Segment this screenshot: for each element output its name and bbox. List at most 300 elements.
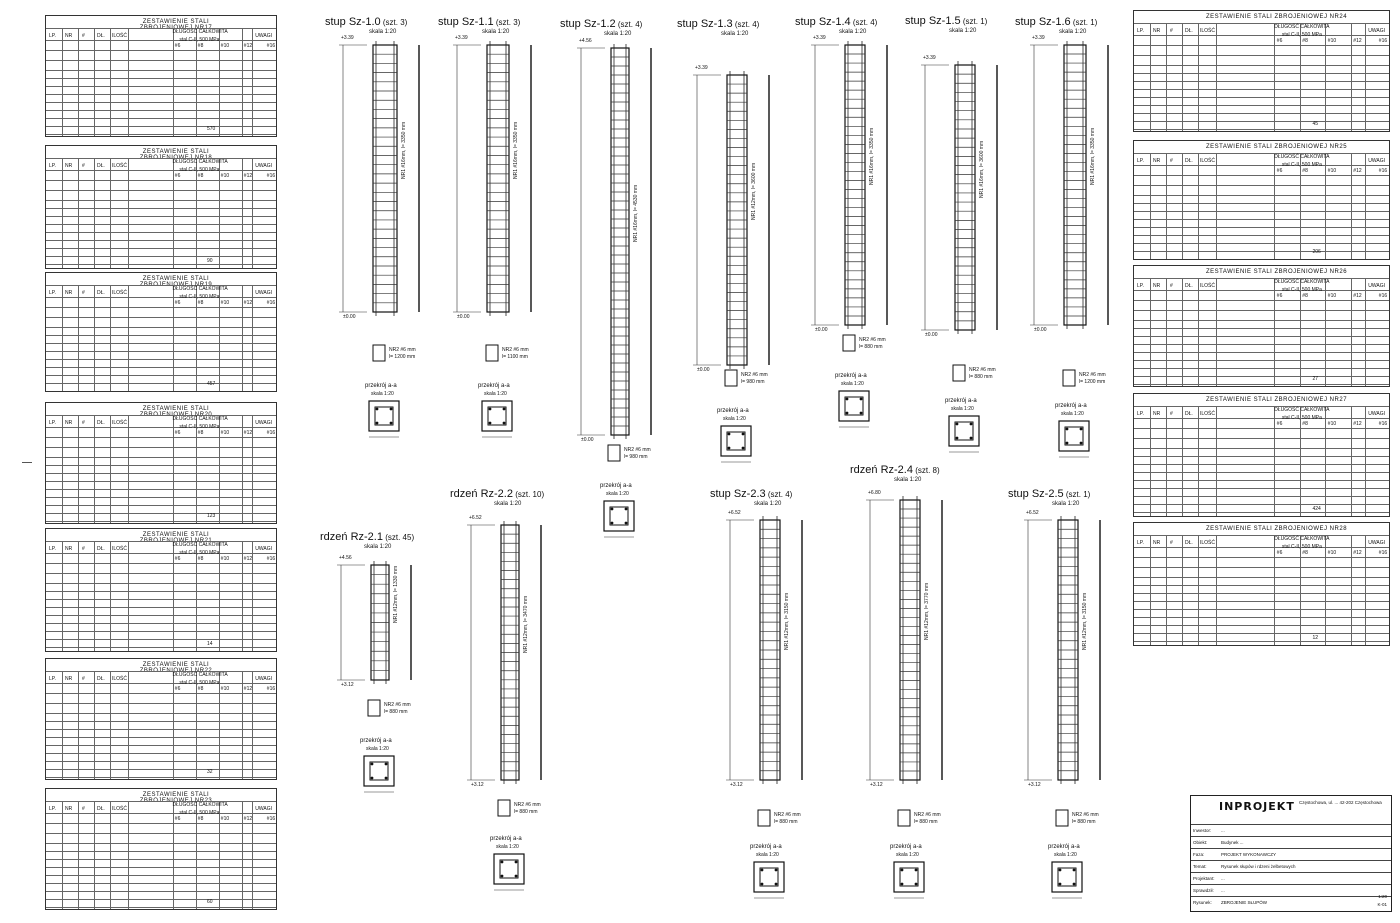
stirrup-label: NR2 #6 mm <box>859 337 886 343</box>
diameter-cell: #12 <box>1353 550 1362 556</box>
header-cell: NR <box>1153 283 1161 289</box>
diameter-cell: #6 <box>174 686 181 692</box>
stirrup-length: l= 980 mm <box>741 379 765 385</box>
section-bar <box>761 869 764 872</box>
steel-grade: stal C-II, 500 MPa <box>1281 287 1322 293</box>
header-cell: # <box>82 163 85 169</box>
level-top: +6.52 <box>469 515 482 521</box>
element-quantity: (szt. 4) <box>732 20 760 29</box>
schedule-title: ZESTAWIENIE STALI ZBROJENIOWEJ NR25 <box>1205 144 1348 150</box>
bar-label: NR1 #16mm, l= 3350 mm <box>401 121 407 179</box>
stirrup-length: l= 880 mm <box>514 809 538 815</box>
diameter-cell: #12 <box>243 430 253 436</box>
title-block-value: ... <box>1221 888 1225 893</box>
section-bar <box>1059 869 1062 872</box>
header-cell: LP. <box>49 420 56 426</box>
element-quantity: (szt. 3) <box>380 18 408 27</box>
total-mass: 14 <box>207 641 213 647</box>
stirrup-length: l= 880 mm <box>1072 819 1096 825</box>
section-bar <box>742 447 745 450</box>
header-cell: LP. <box>1137 411 1144 417</box>
header-cell: ILOŚĆ <box>1200 158 1216 164</box>
weight-label: UWAGI <box>255 290 272 296</box>
total-mass: 424 <box>1312 506 1321 512</box>
steel-grade: stal C-II, 500 MPa <box>179 294 220 300</box>
element-quantity: (szt. 10) <box>512 490 545 499</box>
element-title: rdzeń Rz-2.1 (szt. 45) <box>320 531 415 543</box>
section-outline <box>604 501 634 531</box>
header-cell: ILOŚĆ <box>1200 411 1216 417</box>
weight-label: UWAGI <box>1368 28 1385 34</box>
section-bar <box>501 861 504 864</box>
diameter-cell: #6 <box>1276 421 1283 427</box>
title-block-label: Obiekt: <box>1193 840 1208 845</box>
diameter-cell: #12 <box>243 816 253 822</box>
section-outline <box>1059 421 1089 451</box>
level-top: +4.56 <box>579 38 592 44</box>
title-block <box>1190 795 1392 912</box>
element-title: stup Sz-2.5 (szt. 1) <box>1008 488 1091 500</box>
total-mass: 27 <box>1312 376 1319 382</box>
header-cell: # <box>82 806 85 812</box>
stirrup-shape <box>725 370 737 386</box>
element-scale: skala 1:20 <box>604 31 632 37</box>
header-cell: LP. <box>49 546 56 552</box>
header-cell: DŁUGOŚĆ CAŁKOWITA <box>172 29 228 35</box>
bar-label: NR1 #16mm, l= 3350 mm <box>1090 127 1096 185</box>
section-bar <box>775 869 778 872</box>
weight-label: UWAGI <box>255 676 272 682</box>
header-cell: NR <box>1153 158 1161 164</box>
header-cell: # <box>82 33 85 39</box>
section-title: przekrój a-a <box>478 383 510 389</box>
header-cell: DŁUGOŚĆ CAŁKOWITA <box>172 542 228 548</box>
element-quantity: (szt. 8) <box>912 466 940 475</box>
diameter-cell: #8 <box>1302 293 1308 299</box>
section-bar <box>956 437 959 440</box>
diameter-cell: #12 <box>1353 421 1362 427</box>
title-block-scale: 1:20 <box>1378 894 1387 899</box>
stirrup-shape <box>953 365 965 381</box>
weight-label: UWAGI <box>255 420 272 426</box>
diameter-cell: #16 <box>1378 293 1388 299</box>
section-title: przekrój a-a <box>490 836 522 842</box>
steel-grade: stal C-II, 500 MPa <box>1281 32 1322 38</box>
header-cell: DŁ. <box>97 420 105 426</box>
diameter-cell: #12 <box>243 686 253 692</box>
stirrup-shape <box>368 700 380 716</box>
header-cell: LP. <box>49 806 56 812</box>
title-block-label: Sprawdził: <box>1193 888 1214 893</box>
title-block-value: PROJEKT WYKONAWCZY <box>1221 852 1277 857</box>
level-bottom: ±0.00 <box>815 327 828 333</box>
section-scale: skala 1:20 <box>951 406 974 412</box>
column-outline <box>373 45 397 312</box>
section-bar <box>489 422 492 425</box>
element-quantity: (szt. 1) <box>960 17 988 26</box>
diameter-cell: #8 <box>197 43 204 49</box>
level-bottom: +3.12 <box>870 782 883 788</box>
level-top: +6.52 <box>1026 510 1039 516</box>
header-cell: NR <box>65 676 73 682</box>
diameter-cell: #16 <box>266 430 276 436</box>
steel-grade: stal C-II, 500 MPa <box>179 424 220 430</box>
total-mass: 123 <box>207 513 216 519</box>
element-quantity: (szt. 4) <box>850 18 878 27</box>
section-title: przekrój a-a <box>1055 403 1087 409</box>
bar-label: NR1 #12mm, l= 3150 mm <box>1082 592 1088 650</box>
header-cell: ILOŚĆ <box>112 33 128 39</box>
section-bar <box>846 398 849 401</box>
level-top: +6.52 <box>728 510 741 516</box>
diameter-cell: #10 <box>1327 38 1337 44</box>
stirrup-length: l= 1100 mm <box>502 354 528 360</box>
stirrup-label: NR2 #6 mm <box>502 347 529 353</box>
section-bar <box>901 869 904 872</box>
header-cell: NR <box>65 546 73 552</box>
header-cell: DŁ. <box>97 806 105 812</box>
header-cell: NR <box>65 806 73 812</box>
stirrup-label: NR2 #6 mm <box>914 812 941 818</box>
weight-label: UWAGI <box>1368 411 1385 417</box>
section-scale: skala 1:20 <box>371 391 394 397</box>
weight-label: UWAGI <box>1368 283 1385 289</box>
company-logo: INPROJEKT <box>1219 800 1295 813</box>
bar-label: NR1 #16mm, l= 4530 mm <box>633 184 639 242</box>
diameter-cell: #8 <box>197 816 204 822</box>
header-cell: ILOŚĆ <box>112 676 128 682</box>
header-cell: LP. <box>49 676 56 682</box>
section-bar <box>503 408 506 411</box>
title-block-value: Budynek ... <box>1221 840 1244 845</box>
bar-label: NR1 #12mm, l= 3150 mm <box>784 592 790 650</box>
header-cell: ILOŚĆ <box>1200 28 1216 34</box>
section-bar <box>1080 428 1083 431</box>
diameter-cell: #6 <box>174 556 181 562</box>
title-block-value: ... <box>1221 876 1225 881</box>
diameter-cell: #8 <box>197 300 204 306</box>
header-cell: # <box>82 420 85 426</box>
weight-label: UWAGI <box>1368 158 1385 164</box>
section-title: przekrój a-a <box>835 373 867 379</box>
header-cell: LP. <box>49 290 56 296</box>
stirrup-length: l= 1200 mm <box>1079 379 1106 385</box>
diameter-cell: #8 <box>1302 38 1308 44</box>
header-cell: DŁUGOŚĆ CAŁKOWITA <box>1274 24 1330 30</box>
section-bar <box>515 875 518 878</box>
diameter-cell: #16 <box>1378 38 1388 44</box>
level-top: +6.80 <box>868 490 881 496</box>
header-cell: NR <box>65 33 73 39</box>
schedule-title: ZESTAWIENIE STALI ZBROJENIOWEJ NR24 <box>1205 14 1348 20</box>
section-bar <box>728 447 731 450</box>
diameter-cell: #6 <box>1276 168 1283 174</box>
header-cell: LP. <box>1137 28 1144 34</box>
header-cell: NR <box>1153 540 1161 546</box>
section-bar <box>915 869 918 872</box>
section-outline <box>494 854 524 884</box>
weight-label: UWAGI <box>255 546 272 552</box>
header-cell: # <box>1170 283 1173 289</box>
weight-label: UWAGI <box>255 806 272 812</box>
total-mass: 206 <box>1312 249 1321 255</box>
bar-label: NR1 #12mm, l= 3470 mm <box>523 595 529 653</box>
diameter-cell: #10 <box>1327 421 1337 427</box>
diameter-cell: #10 <box>1327 293 1337 299</box>
section-title: przekrój a-a <box>890 844 922 850</box>
section-bar <box>385 777 388 780</box>
schedule-title: ZESTAWIENIE STALI <box>142 532 210 538</box>
section-scale: skala 1:20 <box>756 852 779 858</box>
diameter-cell: #12 <box>1353 293 1362 299</box>
level-top: +3.39 <box>341 35 354 41</box>
level-bottom: ±0.00 <box>457 314 470 320</box>
section-outline <box>839 391 869 421</box>
diameter-cell: #16 <box>266 173 276 179</box>
title-block-label: Inwestor: <box>1193 828 1212 833</box>
level-bottom: ±0.00 <box>1034 327 1047 333</box>
diameter-cell: #8 <box>197 173 204 179</box>
section-bar <box>611 508 614 511</box>
section-bar <box>501 875 504 878</box>
header-cell: LP. <box>49 163 56 169</box>
diameter-cell: #6 <box>174 43 181 49</box>
total-mass: 45 <box>1312 121 1319 127</box>
header-cell: DŁ. <box>97 33 105 39</box>
schedule-title: ZESTAWIENIE STALI ZBROJENIOWEJ NR27 <box>1205 397 1348 403</box>
header-cell: # <box>82 290 85 296</box>
element-title: stup Sz-1.1 (szt. 3) <box>438 16 521 28</box>
diameter-cell: #10 <box>1327 550 1337 556</box>
schedule-title: ZESTAWIENIE STALI <box>142 662 210 668</box>
stirrup-length: l= 880 mm <box>384 709 408 715</box>
header-cell: NR <box>1153 28 1161 34</box>
diameter-cell: #12 <box>1353 168 1362 174</box>
element-title: stup Sz-1.2 (szt. 4) <box>560 18 643 30</box>
level-bottom: ±0.00 <box>343 314 356 320</box>
section-title: przekrój a-a <box>1048 844 1080 850</box>
stirrup-length: l= 1200 mm <box>389 354 416 360</box>
level-top: +3.39 <box>455 35 468 41</box>
section-title: przekrój a-a <box>600 483 632 489</box>
section-bar <box>1080 442 1083 445</box>
diameter-cell: #8 <box>197 686 204 692</box>
element-quantity: (szt. 4) <box>615 20 643 29</box>
header-cell: NR <box>65 290 73 296</box>
stirrup-label: NR2 #6 mm <box>384 702 411 708</box>
title-block-label: Rysunek: <box>1193 900 1212 905</box>
section-bar <box>728 433 731 436</box>
stirrup-shape <box>898 810 910 826</box>
header-cell: ILOŚĆ <box>112 546 128 552</box>
header-cell: ILOŚĆ <box>112 806 128 812</box>
element-scale: skala 1:20 <box>1059 29 1087 35</box>
section-bar <box>860 412 863 415</box>
diameter-cell: #8 <box>1302 550 1308 556</box>
section-bar <box>371 763 374 766</box>
level-bottom: +3.12 <box>341 682 354 688</box>
header-cell: DŁUGOŚĆ CAŁKOWITA <box>1274 154 1330 160</box>
element-quantity: (szt. 1) <box>1070 18 1098 27</box>
header-cell: DŁUGOŚĆ CAŁKOWITA <box>1274 536 1330 542</box>
section-bar <box>742 433 745 436</box>
stirrup-length: l= 880 mm <box>859 344 883 350</box>
stirrup-label: NR2 #6 mm <box>1072 812 1099 818</box>
steel-grade: stal C-II, 500 MPa <box>179 680 220 686</box>
section-outline <box>949 416 979 446</box>
stirrup-label: NR2 #6 mm <box>624 447 651 453</box>
section-outline <box>369 401 399 431</box>
section-bar <box>371 777 374 780</box>
stirrup-shape <box>373 345 385 361</box>
diameter-cell: #16 <box>1378 550 1388 556</box>
element-title: stup Sz-1.5 (szt. 1) <box>905 15 988 27</box>
element-title: stup Sz-1.4 (szt. 4) <box>795 16 878 28</box>
title-block-row <box>1191 896 1391 909</box>
level-bottom: ±0.00 <box>697 367 710 373</box>
header-cell: LP. <box>1137 158 1144 164</box>
total-mass: 12 <box>1312 635 1319 641</box>
element-quantity: (szt. 3) <box>493 18 521 27</box>
schedule-title: ZESTAWIENIE STALI ZBROJENIOWEJ NR28 <box>1205 526 1348 532</box>
stirrup-shape <box>486 345 498 361</box>
section-outline <box>364 756 394 786</box>
section-bar <box>611 522 614 525</box>
bar-label: NR1 #12mm, l= 3770 mm <box>924 582 930 640</box>
section-bar <box>385 763 388 766</box>
diameter-cell: #10 <box>1327 168 1337 174</box>
diameter-cell: #16 <box>266 556 276 562</box>
header-cell: DŁUGOŚĆ CAŁKOWITA <box>1274 407 1330 413</box>
header-cell: DŁUGOŚĆ CAŁKOWITA <box>172 672 228 678</box>
header-cell: LP. <box>49 33 56 39</box>
section-bar <box>761 883 764 886</box>
level-top: +3.39 <box>813 35 826 41</box>
header-cell: # <box>82 546 85 552</box>
steel-grade: stal C-II, 500 MPa <box>179 37 220 43</box>
section-bar <box>775 883 778 886</box>
section-title: przekrój a-a <box>945 398 977 404</box>
stirrup-label: NR2 #6 mm <box>389 347 416 353</box>
section-title: przekrój a-a <box>717 408 749 414</box>
header-cell: ILOŚĆ <box>1200 540 1216 546</box>
stirrup-label: NR2 #6 mm <box>774 812 801 818</box>
element-scale: skala 1:20 <box>482 29 510 35</box>
header-cell: DŁ. <box>1185 540 1193 546</box>
header-cell: # <box>1170 411 1173 417</box>
level-bottom: ±0.00 <box>925 332 938 338</box>
section-scale: skala 1:20 <box>896 852 919 858</box>
section-bar <box>625 522 628 525</box>
diameter-cell: #16 <box>266 816 276 822</box>
total-mass: 60 <box>207 899 213 905</box>
stirrup-shape <box>498 800 510 816</box>
section-bar <box>1066 442 1069 445</box>
diameter-cell: #16 <box>266 300 276 306</box>
section-bar <box>390 422 393 425</box>
header-cell: # <box>1170 540 1173 546</box>
section-bar <box>860 398 863 401</box>
bar-label: NR1 #16mm, l= 3600 mm <box>979 140 985 198</box>
diameter-cell: #10 <box>220 686 230 692</box>
element-quantity: (szt. 1) <box>1063 490 1091 499</box>
stirrup-label: NR2 #6 mm <box>741 372 768 378</box>
diameter-cell: #10 <box>220 300 230 306</box>
element-scale: skala 1:20 <box>949 28 977 34</box>
section-bar <box>1066 428 1069 431</box>
steel-grade: stal C-II, 500 MPa <box>1281 415 1322 421</box>
header-cell: NR <box>1153 411 1161 417</box>
stirrup-length: l= 880 mm <box>914 819 938 825</box>
section-scale: skala 1:20 <box>841 381 864 387</box>
header-cell: # <box>1170 158 1173 164</box>
section-bar <box>376 422 379 425</box>
section-scale: skala 1:20 <box>723 416 746 422</box>
total-mass: 457 <box>207 381 216 387</box>
diameter-cell: #10 <box>220 43 230 49</box>
level-bottom: +3.12 <box>471 782 484 788</box>
level-bottom: +3.12 <box>730 782 743 788</box>
diameter-cell: #8 <box>197 430 204 436</box>
header-cell: LP. <box>1137 540 1144 546</box>
diameter-cell: #6 <box>174 430 181 436</box>
schedule-title: ZESTAWIENIE STALI ZBROJENIOWEJ NR26 <box>1205 269 1348 275</box>
section-bar <box>1073 869 1076 872</box>
element-title: stup Sz-1.3 (szt. 4) <box>677 18 760 30</box>
schedule-title: ZESTAWIENIE STALI <box>142 276 210 282</box>
stirrup-shape <box>1056 810 1068 826</box>
title-block-value: ZBROJENIE SŁUPÓW <box>1221 900 1268 905</box>
title-block-label: Temat: <box>1193 864 1207 869</box>
section-bar <box>970 437 973 440</box>
weight-label: UWAGI <box>1368 540 1385 546</box>
header-cell: DŁUGOŚĆ CAŁKOWITA <box>172 286 228 292</box>
diameter-cell: #6 <box>1276 550 1283 556</box>
diameter-cell: #6 <box>1276 38 1283 44</box>
section-scale: skala 1:20 <box>1054 852 1077 858</box>
diameter-cell: #16 <box>266 43 276 49</box>
schedule-title: ZESTAWIENIE STALI <box>142 149 210 155</box>
stirrup-shape <box>1063 370 1075 386</box>
header-cell: DŁUGOŚĆ CAŁKOWITA <box>172 416 228 422</box>
element-scale: skala 1:20 <box>721 31 749 37</box>
header-cell: DŁ. <box>97 676 105 682</box>
header-cell: DŁ. <box>1185 158 1193 164</box>
diameter-cell: #8 <box>1302 168 1308 174</box>
stirrup-shape <box>843 335 855 351</box>
section-title: przekrój a-a <box>365 383 397 389</box>
stirrup-shape <box>608 445 620 461</box>
section-outline <box>721 426 751 456</box>
title-block-label: Projektant: <box>1193 876 1215 881</box>
diameter-cell: #16 <box>1378 168 1388 174</box>
header-cell: LP. <box>1137 283 1144 289</box>
section-bar <box>625 508 628 511</box>
diameter-cell: #12 <box>243 173 253 179</box>
diameter-cell: #16 <box>266 686 276 692</box>
element-quantity: (szt. 4) <box>765 490 793 499</box>
element-scale: skala 1:20 <box>1052 501 1080 507</box>
steel-grade: stal C-II, 500 MPa <box>179 810 220 816</box>
section-bar <box>390 408 393 411</box>
diameter-cell: #12 <box>1353 38 1362 44</box>
stirrup-label: NR2 #6 mm <box>1079 372 1106 378</box>
diameter-cell: #6 <box>174 173 181 179</box>
section-scale: skala 1:20 <box>1061 411 1084 417</box>
element-quantity: (szt. 45) <box>382 533 415 542</box>
header-cell: DŁ. <box>97 546 105 552</box>
diameter-cell: #16 <box>1378 421 1388 427</box>
